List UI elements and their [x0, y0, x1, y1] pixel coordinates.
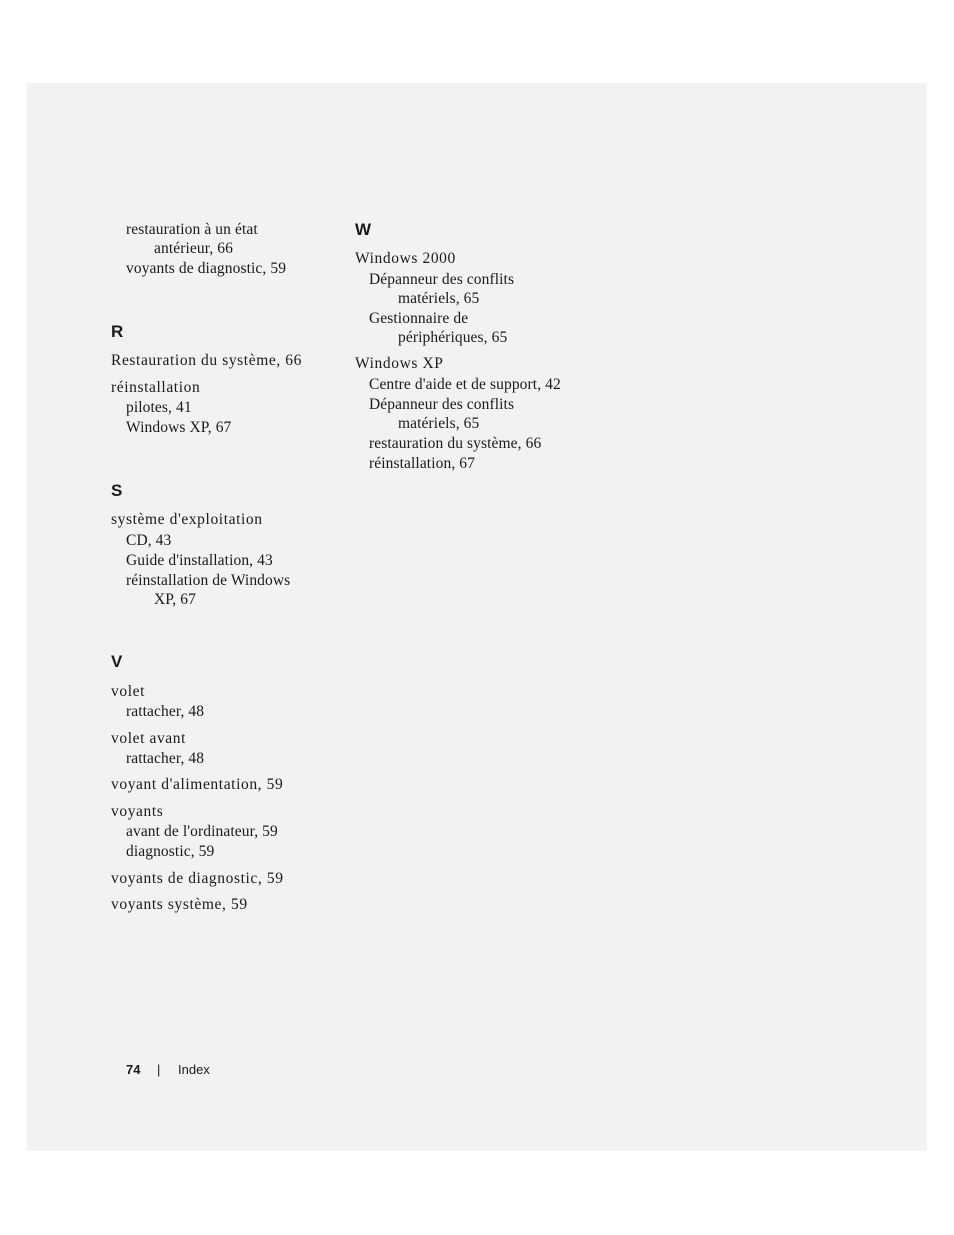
- index-subentry: CD, 43: [126, 532, 172, 549]
- index-subentry-continuation: matériels, 65: [398, 415, 480, 432]
- index-subentry: Dépanneur des conflits: [369, 271, 515, 288]
- index-entry: Windows 2000: [355, 250, 456, 267]
- index-entry: voyant d'alimentation, 59: [111, 776, 284, 793]
- footer-separator: |: [157, 1062, 161, 1077]
- index-subentry: restauration à un état: [126, 221, 258, 238]
- index-entry: système d'exploitation: [111, 511, 263, 528]
- index-subentry: restauration du système, 66: [369, 435, 542, 452]
- footer-section-title: Index: [178, 1062, 210, 1077]
- section-letter-w: W: [355, 220, 372, 239]
- index-subentry: rattacher, 48: [126, 750, 205, 767]
- index-subentry-continuation: XP, 67: [154, 591, 196, 608]
- section-letter-s: S: [111, 481, 123, 500]
- page-number: 74: [126, 1062, 141, 1077]
- index-entry: Restauration du système, 66: [111, 352, 302, 369]
- index-entry: réinstallation: [111, 379, 201, 396]
- index-subentry: avant de l'ordinateur, 59: [126, 823, 278, 840]
- index-subentry-continuation: antérieur, 66: [154, 240, 234, 257]
- index-subentry: rattacher, 48: [126, 703, 205, 720]
- index-subentry: Gestionnaire de: [369, 310, 469, 327]
- index-entry: voyants: [111, 803, 164, 820]
- index-subentry-continuation: matériels, 65: [398, 290, 480, 307]
- index-subentry: réinstallation, 67: [369, 455, 475, 472]
- index-subentry: Centre d'aide et de support, 42: [369, 376, 561, 393]
- index-subentry-continuation: périphériques, 65: [398, 329, 508, 346]
- section-letter-v: V: [111, 652, 123, 671]
- index-subentry: diagnostic, 59: [126, 843, 215, 860]
- index-subentry: pilotes, 41: [126, 399, 192, 416]
- index-entry: volet: [111, 683, 145, 700]
- index-entry: voyants système, 59: [111, 896, 248, 913]
- index-subentry: Windows XP, 67: [126, 419, 232, 436]
- index-entry: Windows XP: [355, 355, 444, 372]
- index-subentry: réinstallation de Windows: [126, 572, 291, 589]
- index-subentry: Guide d'installation, 43: [126, 552, 273, 569]
- index-entry: voyants de diagnostic, 59: [111, 870, 284, 887]
- index-entry: volet avant: [111, 730, 187, 747]
- section-letter-r: R: [111, 322, 124, 341]
- index-subentry: voyants de diagnostic, 59: [126, 260, 287, 277]
- index-subentry: Dépanneur des conflits: [369, 396, 515, 413]
